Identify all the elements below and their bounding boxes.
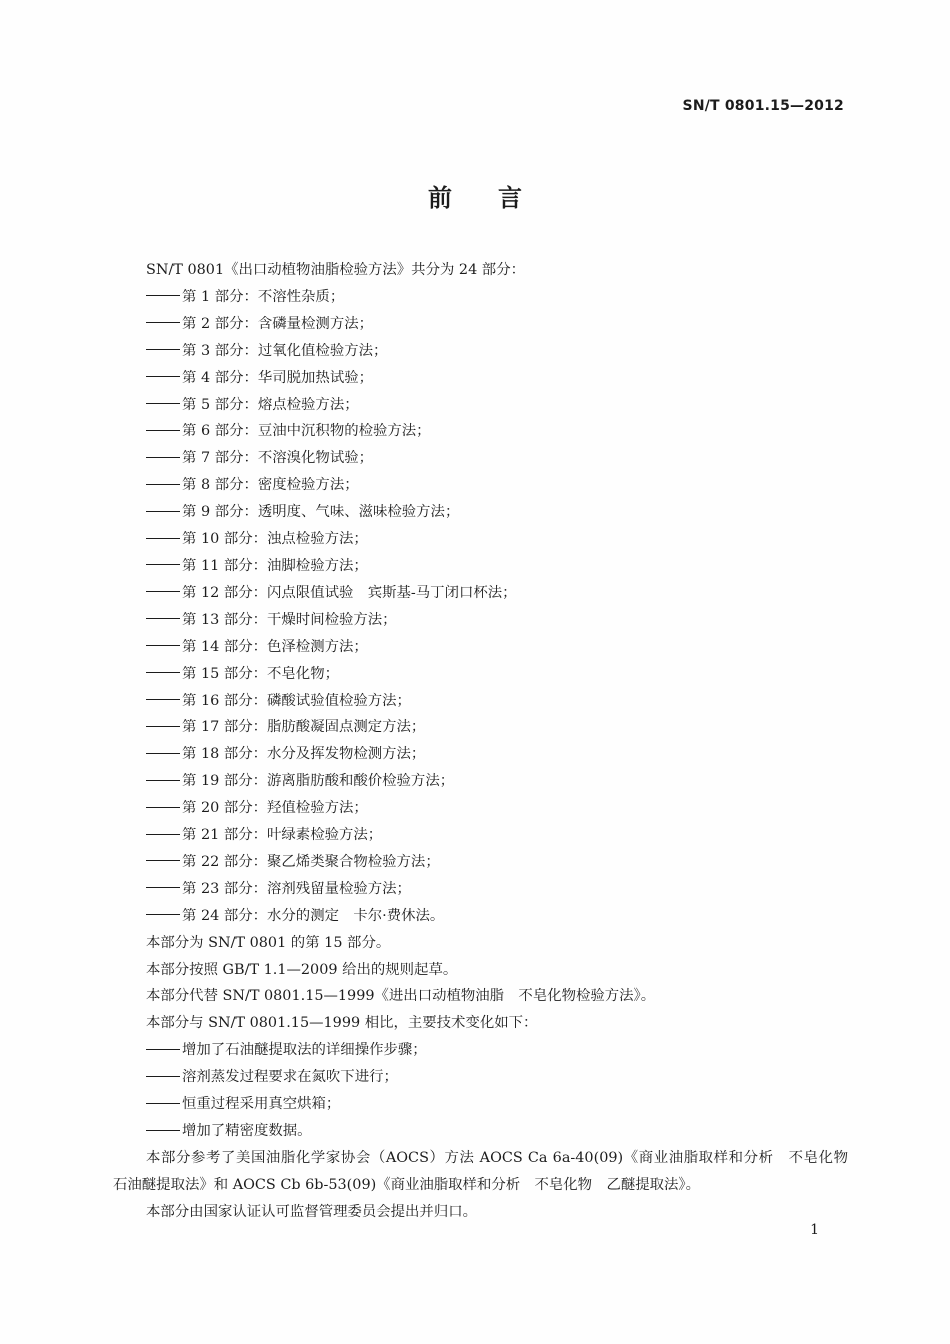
dash-icon <box>146 457 180 458</box>
dash-icon <box>146 1049 180 1050</box>
dash-icon <box>146 564 180 565</box>
dash-icon <box>146 887 180 888</box>
dash-icon <box>146 430 180 431</box>
list-item: 第 4 部分：华司脱加热试验； <box>113 365 848 392</box>
list-item: 第 12 部分：闪点限值试验 宾斯基-马丁闭口杯法； <box>113 580 848 607</box>
list-item: 第 16 部分：磷酸试验值检验方法； <box>113 688 848 715</box>
changes-list <box>113 1037 848 1145</box>
list-item: 第 24 部分：水分的测定 卡尔·费休法。 <box>113 903 848 930</box>
dash-icon <box>146 376 180 377</box>
list-item: 溶剂蒸发过程要求在氮吹下进行； <box>113 1064 848 1091</box>
dash-icon <box>146 780 180 781</box>
intro-paragraph: SN/T 0801《出口动植物油脂检验方法》共分为 24 部分： <box>146 262 525 278</box>
list-item: 增加了精密度数据。 <box>113 1118 848 1145</box>
list-item: 第 9 部分：透明度、气味、滋味检验方法； <box>113 499 848 526</box>
dash-icon <box>146 1103 180 1104</box>
dash-icon <box>146 834 180 835</box>
list-item: 第 18 部分：水分及挥发物检测方法； <box>113 741 848 768</box>
dash-icon <box>146 484 180 485</box>
dash-icon <box>146 618 180 619</box>
dash-icon <box>146 1076 180 1077</box>
dash-icon <box>146 591 180 592</box>
list-item: 增加了石油醚提取法的详细操作步骤； <box>113 1037 848 1064</box>
proposed-paragraph: 本部分由国家认证认可监督管理委员会提出并归口。 <box>146 1203 477 1220</box>
dash-icon <box>146 699 180 700</box>
list-item: 第 23 部分：溶剂残留量检验方法； <box>113 876 848 903</box>
page-title: 前言 <box>428 184 568 212</box>
list-item: 第 1 部分：不溶性杂质； <box>113 284 848 311</box>
list-item: 恒重过程采用真空烘箱； <box>113 1091 848 1118</box>
list-item: 第 3 部分：过氧化值检验方法； <box>113 338 848 365</box>
reference-paragraph: 本部分参考了美国油脂化学家协会（AOCS）方法 AOCS Ca 6a-40(09)《商业油脂取样和分析 不皂化物 石油醚提取法》和 AOCS Cb 6b-53(09)《商业油脂取样和分析 不皂化物 乙醚提取法》。 <box>113 1149 863 1193</box>
replaces-paragraph: 本部分代替 SN/T 0801.15—1999《进出口动植物油脂 不皂化物检验方法》。 <box>146 988 656 1005</box>
dash-icon <box>146 672 180 673</box>
dash-icon <box>146 295 180 296</box>
list-item: 第 5 部分：熔点检验方法； <box>113 392 848 419</box>
page-number: 1 <box>810 1222 819 1238</box>
list-item: 第 6 部分：豆油中沉积物的检验方法； <box>113 418 848 445</box>
list-item: 第 2 部分：含磷量检测方法； <box>113 311 848 338</box>
list-item: 第 17 部分：脂肪酸凝固点测定方法； <box>113 714 848 741</box>
list-item: 第 21 部分：叶绿素检验方法； <box>113 822 848 849</box>
dash-icon <box>146 860 180 861</box>
dash-icon <box>146 538 180 539</box>
dash-icon <box>146 322 180 323</box>
foreword-body <box>113 257 863 1226</box>
list-item: 第 7 部分：不溶溴化物试验； <box>113 445 848 472</box>
list-item: 第 15 部分：不皂化物； <box>113 661 848 688</box>
standard-number: SN/T 0801.15—2012 <box>682 98 844 114</box>
dash-icon <box>146 403 180 404</box>
dash-icon <box>146 807 180 808</box>
list-item: 第 22 部分：聚乙烯类聚合物检验方法； <box>113 849 848 876</box>
dash-icon <box>146 349 180 350</box>
part-of-paragraph: 本部分为 SN/T 0801 的第 15 部分。 <box>146 934 391 951</box>
list-item: 第 11 部分：油脚检验方法； <box>113 553 848 580</box>
dash-icon <box>146 753 180 754</box>
dash-icon <box>146 914 180 915</box>
dash-icon <box>146 726 180 727</box>
parts-list <box>113 284 848 930</box>
list-item: 第 10 部分：浊点检验方法； <box>113 526 848 553</box>
dash-icon <box>146 645 180 646</box>
dash-icon <box>146 511 180 512</box>
changes-intro-paragraph: 本部分与 SN/T 0801.15—1999 相比，主要技术变化如下： <box>146 1015 538 1032</box>
list-item: 第 20 部分：羟值检验方法； <box>113 795 848 822</box>
list-item: 第 13 部分：干燥时间检验方法； <box>113 607 848 634</box>
list-item: 第 19 部分：游离脂肪酸和酸价检验方法； <box>113 768 848 795</box>
dash-icon <box>146 1130 180 1131</box>
list-item: 第 8 部分：密度检验方法； <box>113 472 848 499</box>
drafting-paragraph: 本部分按照 GB/T 1.1—2009 给出的规则起草。 <box>146 961 458 978</box>
list-item: 第 14 部分：色泽检测方法； <box>113 634 848 661</box>
